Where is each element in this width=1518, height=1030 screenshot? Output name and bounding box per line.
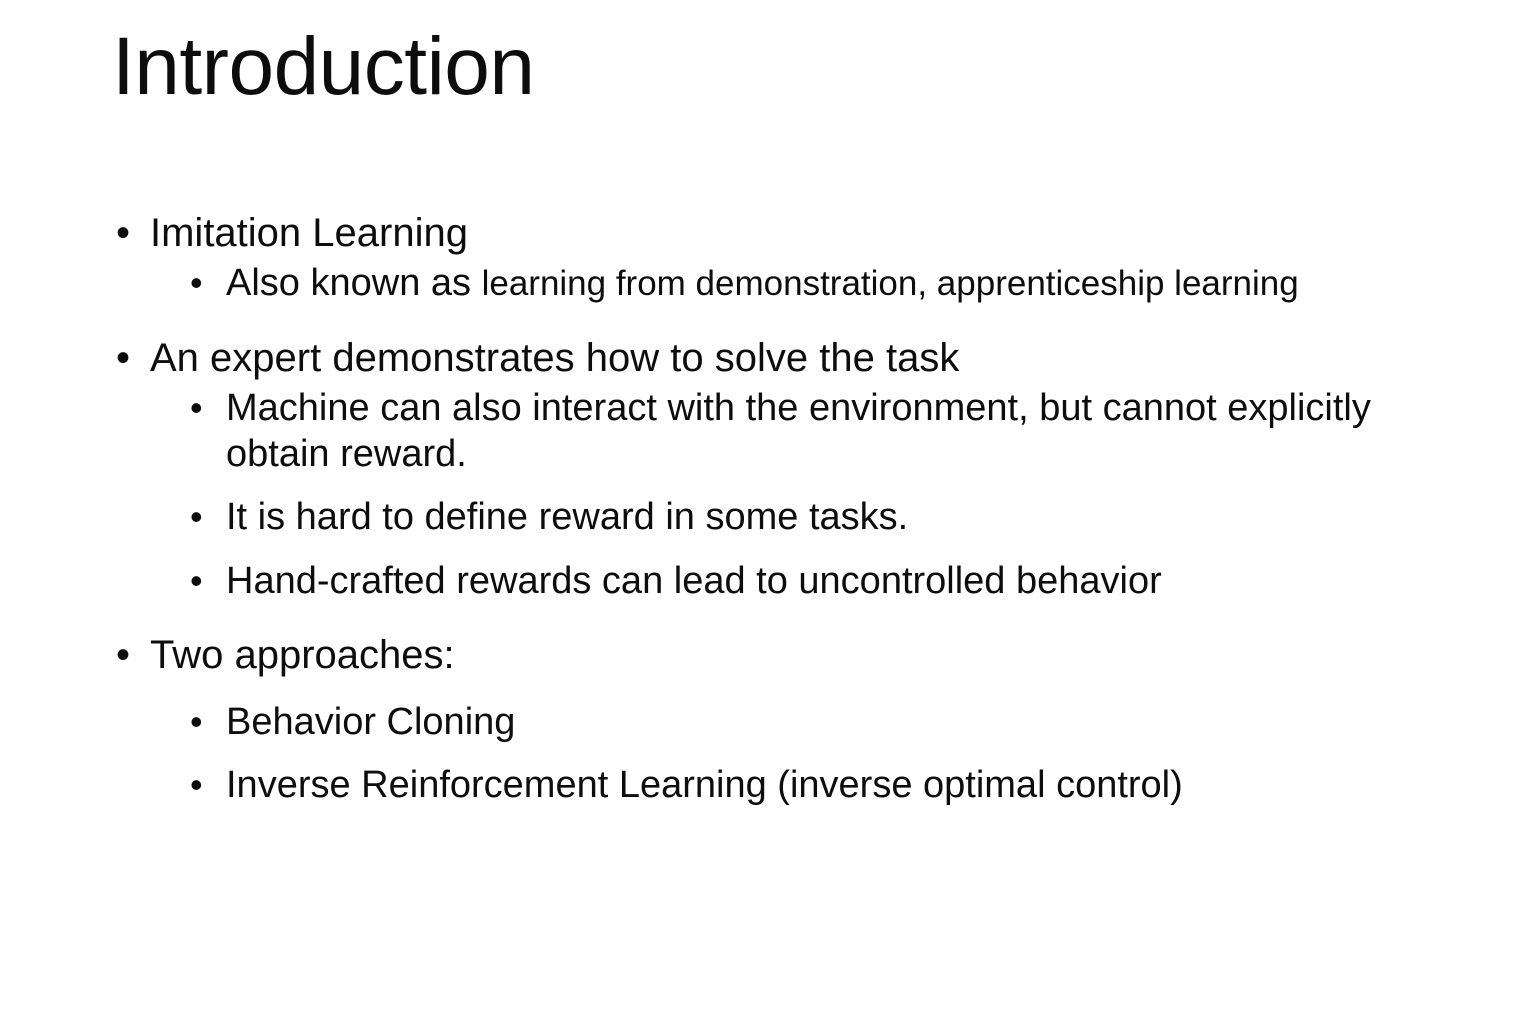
list-item — [108, 632, 1428, 679]
list-item-label: An expert demonstrates how to solve the task — [150, 335, 960, 380]
list-item-label: Two approaches: — [150, 633, 455, 678]
list-item — [108, 763, 1428, 809]
list-item — [108, 559, 1428, 605]
list-item — [108, 335, 1428, 382]
slide-body — [108, 210, 1428, 811]
list-item — [108, 210, 1428, 257]
bullet-icon: • — [116, 633, 131, 678]
spacer — [108, 543, 1428, 559]
list-item — [108, 386, 1428, 477]
bullet-icon: • — [116, 211, 131, 255]
bullet-icon: • — [190, 386, 203, 428]
list-item-label: Hand-crafted rewards can lead to uncontrolled behavior — [226, 559, 1162, 602]
list-item — [108, 495, 1428, 541]
bullet-icon: • — [190, 700, 203, 742]
list-item-label: Also known as — [226, 262, 482, 305]
spacer — [108, 747, 1428, 763]
list-item-label-alt: learning from demonstration, apprenticeship learning — [481, 264, 1299, 304]
bullet-icon: • — [190, 496, 203, 538]
bullet-icon: • — [190, 262, 203, 304]
list-item-label: Machine can also interact with the environment, but cannot explicitly obtain reward. — [226, 386, 1371, 475]
list-item-label: Inverse Reinforcement Learning (inverse optimal control) — [226, 764, 1183, 807]
list-item — [108, 261, 1428, 307]
spacer — [108, 684, 1428, 700]
spacer — [108, 479, 1428, 495]
list-item-label: Imitation Learning — [150, 211, 468, 255]
bullet-icon: • — [116, 335, 131, 380]
bullet-icon: • — [190, 764, 203, 806]
list-item — [108, 700, 1428, 746]
list-item-label: It is hard to define reward in some tasks. — [226, 496, 909, 539]
spacer — [108, 606, 1428, 632]
page-title: Introduction — [112, 21, 535, 112]
spacer — [108, 309, 1428, 335]
bullet-icon: • — [190, 559, 203, 601]
list-item-label: Behavior Cloning — [226, 700, 516, 743]
